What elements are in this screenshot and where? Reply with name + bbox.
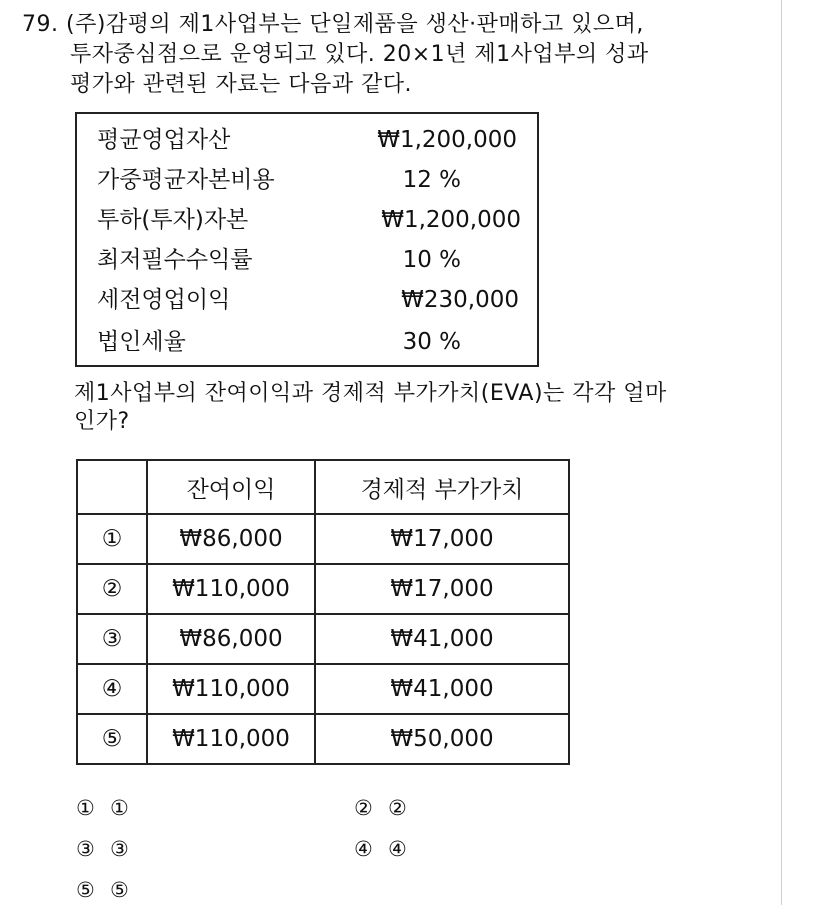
- eva-cell: ₩41,000: [315, 664, 569, 714]
- answer-row: [77, 614, 569, 664]
- eva-cell: ₩41,000: [315, 614, 569, 664]
- choice-3[interactable]: [76, 834, 129, 864]
- data-label: 세전영업이익: [97, 287, 231, 313]
- residual-income-cell: ₩110,000: [147, 714, 315, 764]
- option-mark: ⑤: [77, 714, 147, 764]
- question-text-1: (주)감평의 제1사업부는 단일제품을 생산·판매하고 있으며,: [66, 12, 644, 37]
- answer-row: [77, 714, 569, 764]
- data-row-wacc: [97, 160, 527, 200]
- prompt-line-1: 제1사업부의 잔여이익과 경제적 부가가치(EVA)는 각각 얼마: [74, 381, 667, 406]
- choice-text: ⑤: [110, 878, 129, 902]
- option-mark: ②: [77, 564, 147, 614]
- choice-mark: ④: [354, 837, 373, 861]
- data-value: 10 %: [402, 247, 461, 273]
- data-value: ₩1,200,000: [377, 127, 517, 153]
- data-value: 30 %: [402, 329, 461, 355]
- header-eva: 경제적 부가가치: [315, 460, 569, 514]
- data-value: 12 %: [402, 167, 461, 193]
- prompt-line-2: 인가?: [74, 409, 130, 434]
- residual-income-cell: ₩86,000: [147, 514, 315, 564]
- data-label: 법인세율: [97, 329, 186, 355]
- data-value: ₩230,000: [401, 287, 519, 313]
- question-prompt: [74, 380, 774, 436]
- choice-2[interactable]: [354, 793, 407, 823]
- residual-income-cell: ₩110,000: [147, 564, 315, 614]
- data-label: 최저필수수익률: [97, 247, 253, 273]
- header-residual-income: 잔여이익: [147, 460, 315, 514]
- eva-cell: ₩17,000: [315, 564, 569, 614]
- data-row-invested-capital: [97, 200, 527, 240]
- choice-1[interactable]: [76, 793, 129, 823]
- answer-table-header: [77, 460, 569, 514]
- option-mark: ③: [77, 614, 147, 664]
- data-row-tax-rate: [97, 322, 527, 362]
- choice-text: ①: [110, 796, 129, 820]
- choice-text: ③: [110, 837, 129, 861]
- data-label: 가중평균자본비용: [97, 167, 275, 193]
- data-row-min-required-return: [97, 240, 527, 280]
- choice-mark: ①: [76, 796, 95, 820]
- eva-cell: ₩50,000: [315, 714, 569, 764]
- residual-income-cell: ₩110,000: [147, 664, 315, 714]
- header-blank: [77, 460, 147, 514]
- data-label: 평균영업자산: [97, 127, 231, 153]
- choice-text: ②: [388, 796, 407, 820]
- question-line-2: 투자중심점으로 운영되고 있다. 20×1년 제1사업부의 성과: [70, 42, 649, 67]
- answer-options-table: [76, 459, 570, 765]
- data-value: ₩1,200,000: [381, 207, 521, 233]
- answer-row: [77, 514, 569, 564]
- eva-cell: ₩17,000: [315, 514, 569, 564]
- choice-5[interactable]: [76, 875, 129, 905]
- question-line-3: 평가와 관련된 자료는 다음과 같다.: [70, 72, 412, 97]
- question-line-1: [22, 10, 774, 40]
- choice-mark: ⑤: [76, 878, 95, 902]
- choice-mark: ③: [76, 837, 95, 861]
- data-row-avg-operating-assets: [97, 120, 527, 160]
- option-mark: ①: [77, 514, 147, 564]
- data-row-pretax-operating-income: [97, 280, 527, 320]
- choice-text: ④: [388, 837, 407, 861]
- choice-mark: ②: [354, 796, 373, 820]
- data-label: 투하(투자)자본: [97, 207, 249, 233]
- given-data-box: [75, 112, 539, 367]
- residual-income-cell: ₩86,000: [147, 614, 315, 664]
- page-margin-rule: [781, 0, 782, 905]
- answer-row: [77, 664, 569, 714]
- answer-row: [77, 564, 569, 614]
- option-mark: ④: [77, 664, 147, 714]
- question-number: 79.: [22, 12, 59, 37]
- choice-4[interactable]: [354, 834, 407, 864]
- question-stem: [22, 10, 774, 100]
